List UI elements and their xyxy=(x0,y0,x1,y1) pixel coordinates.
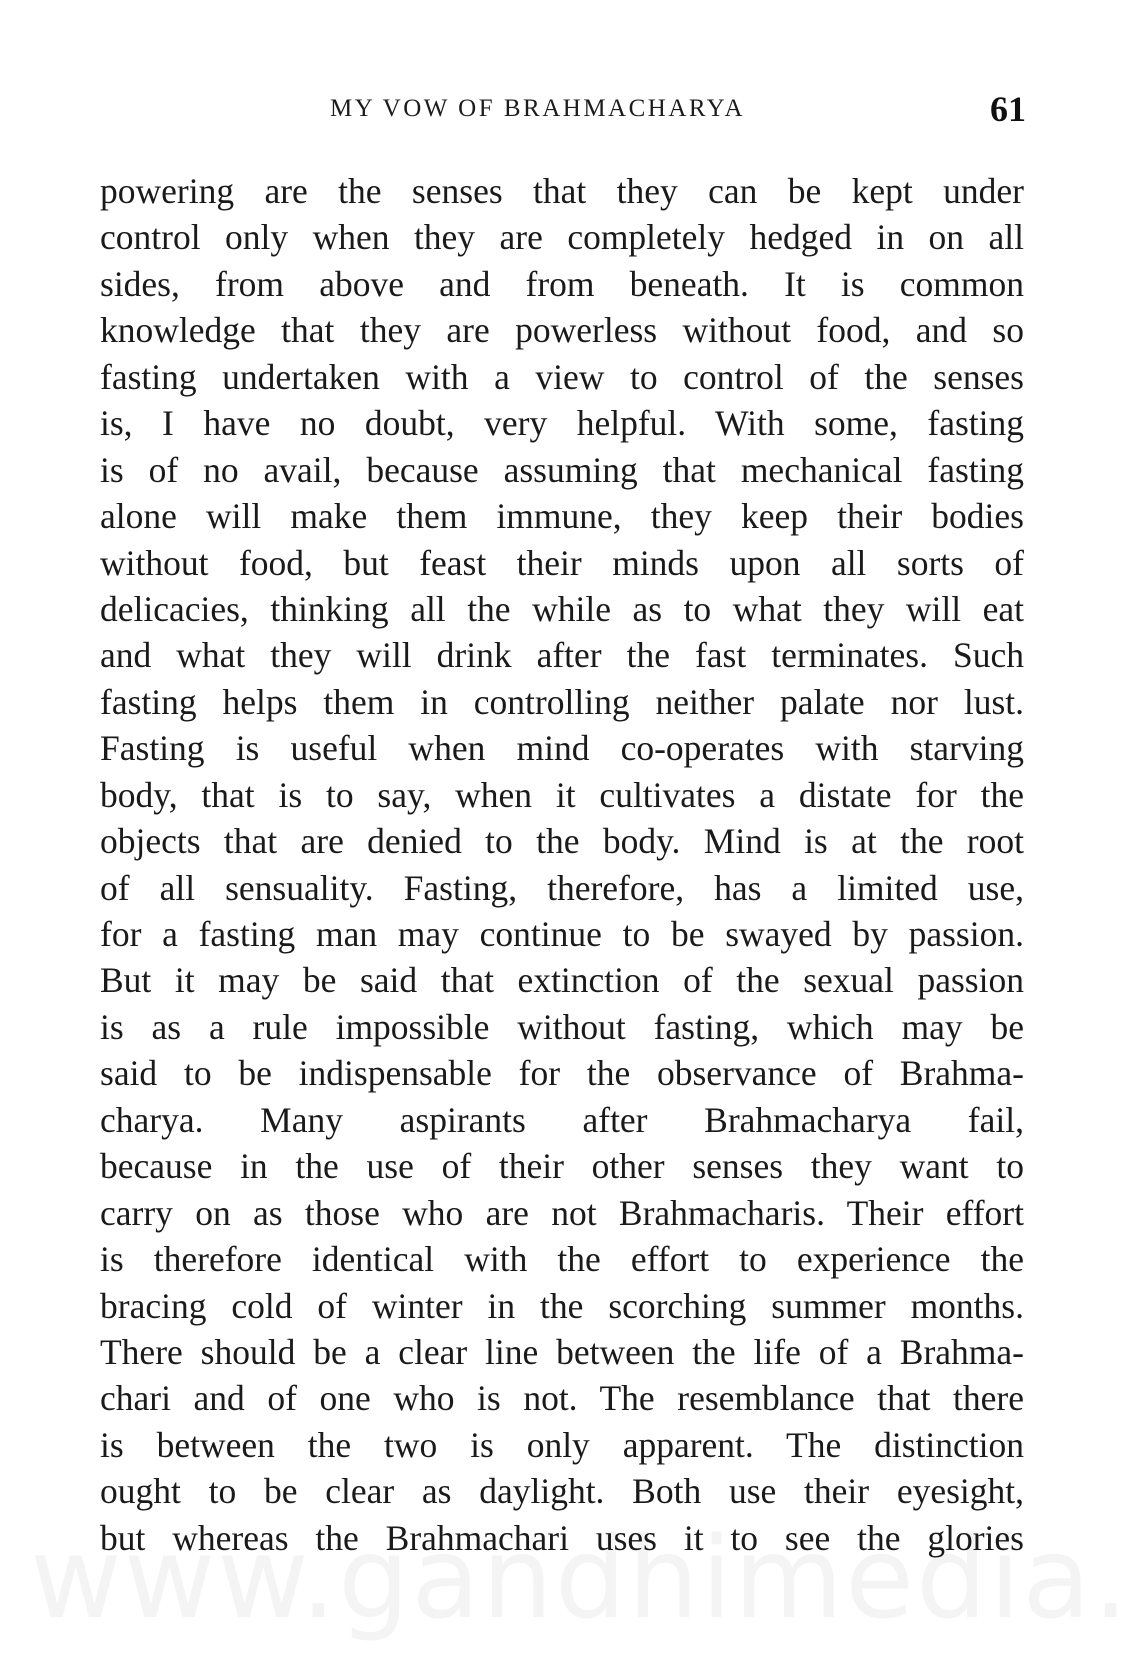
text-line: said to be indispensable for the observance of Brahma- xyxy=(100,1053,1024,1094)
text-line: without food, but feast their minds upon all sorts of xyxy=(100,542,1024,583)
text-line: but whereas the Brahmachari uses it to see the glories xyxy=(100,1517,1024,1558)
text-line: is therefore identical with the effort to experience the xyxy=(100,1239,1024,1280)
text-line: ought to be clear as daylight. Both use their eyesight, xyxy=(100,1471,1024,1512)
text-line: body, that is to say, when it cultivates a distate for the xyxy=(100,774,1024,815)
text-line: But it may be said that extinction of the sexual passion xyxy=(100,960,1024,1001)
text-line: There should be a clear line between the life of a Brahma- xyxy=(100,1331,1024,1372)
text-line: Fasting is useful when mind co-operates with starving xyxy=(100,728,1024,769)
text-line: control only when they are completely hedged in on all xyxy=(100,217,1024,258)
text-line: charya. Many aspirants after Brahmacharya fail, xyxy=(100,1099,1024,1140)
text-line: delicacies, thinking all the while as to what they will eat xyxy=(100,588,1024,629)
text-line: is of no avail, because assuming that mechanical fasting xyxy=(100,449,1024,490)
text-line: sides, from above and from beneath. It is common xyxy=(100,263,1024,304)
text-line: is between the two is only apparent. The distinction xyxy=(100,1424,1024,1465)
text-line: of all sensuality. Fasting, therefore, has a limited use, xyxy=(100,867,1024,908)
text-line: carry on as those who are not Brahmacharis. Their effort xyxy=(100,1192,1024,1233)
running-title: MY VOW OF BRAHMACHARYA xyxy=(330,95,746,122)
text-line: because in the use of their other senses they want to xyxy=(100,1146,1024,1187)
text-line: for a fasting man may continue to be swayed by passion. xyxy=(100,914,1024,954)
text-line: fasting helps them in controlling neither palate nor lust. xyxy=(100,681,1024,722)
body-text xyxy=(100,168,1024,1561)
text-line: is as a rule impossible without fasting, which may be xyxy=(100,1006,1024,1047)
page-number: 61 xyxy=(990,89,1026,129)
text-line: powering are the senses that they can be kept under xyxy=(100,171,1024,211)
text-line: is, I have no doubt, very helpful. With some, fasting xyxy=(100,403,1024,444)
text-line: alone will make them immune, they keep their bodies xyxy=(100,496,1024,537)
watermark xyxy=(30,1514,1100,1644)
text-line: objects that are denied to the body. Mind is at the root xyxy=(100,821,1024,862)
text-line: and what they will drink after the fast terminates. Such xyxy=(100,635,1024,676)
text-line: bracing cold of winter in the scorching summer months. xyxy=(100,1285,1024,1326)
text-line: fasting undertaken with a view to control of the senses xyxy=(100,356,1024,397)
text-line: chari and of one who is not. The resemblance that there xyxy=(100,1378,1024,1419)
text-line: knowledge that they are powerless without food, and so xyxy=(100,310,1024,351)
